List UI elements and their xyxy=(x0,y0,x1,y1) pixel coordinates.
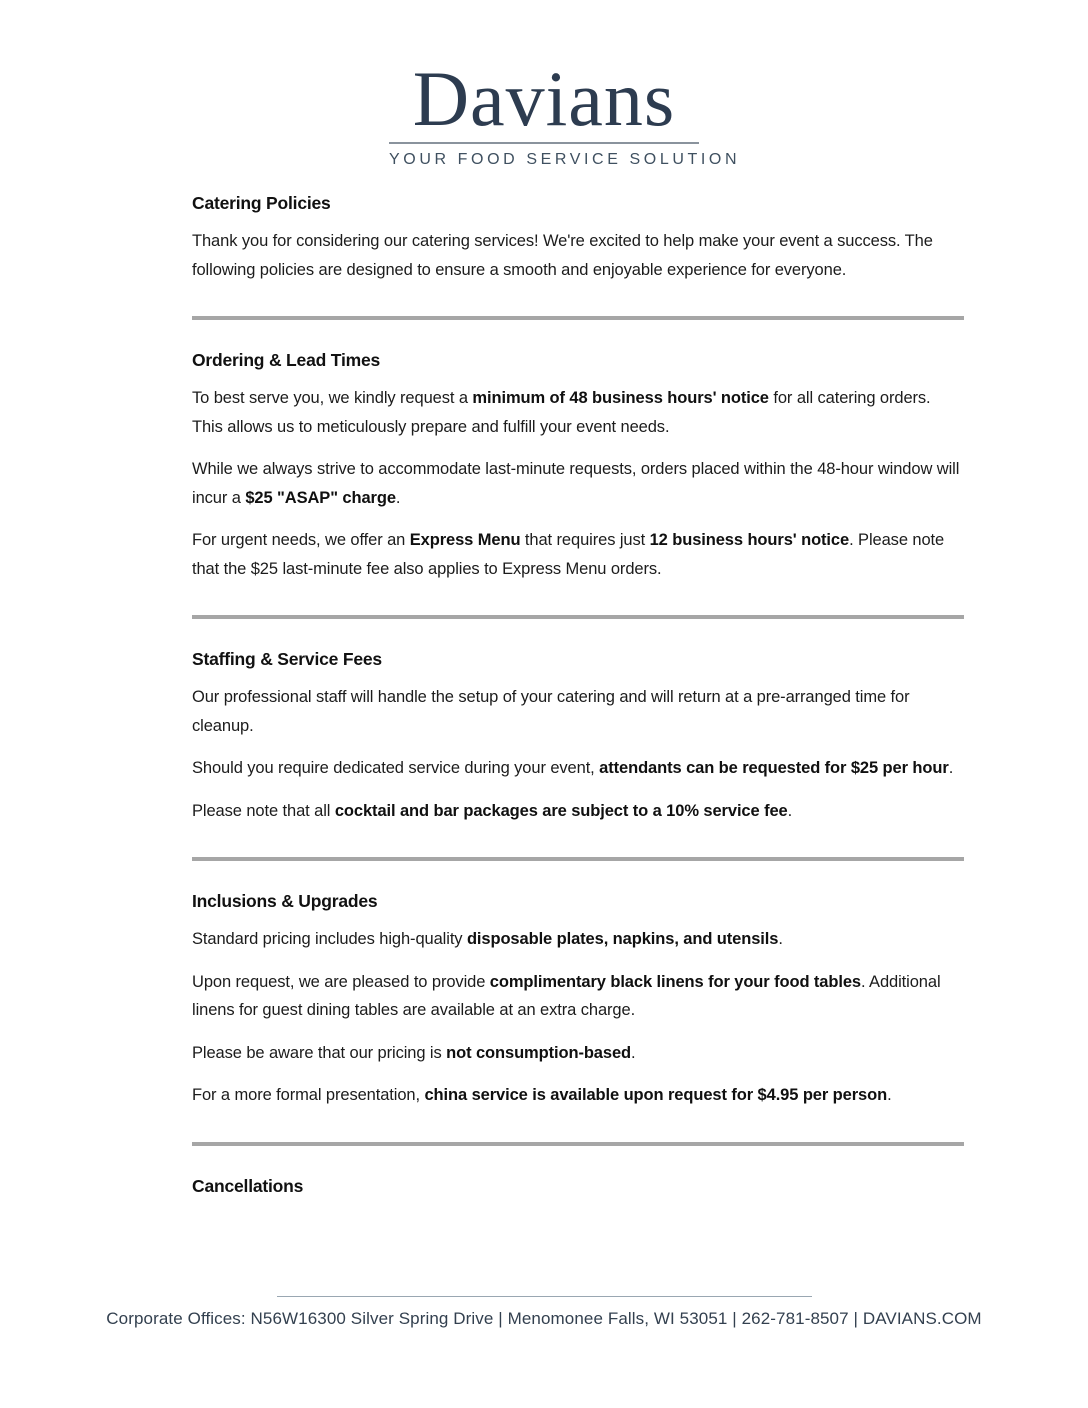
text-run: . xyxy=(787,801,793,820)
text-run: To best serve you, we kindly request a xyxy=(192,389,473,407)
page-footer xyxy=(0,1296,1088,1329)
section-divider xyxy=(192,316,964,320)
sections-container xyxy=(192,316,964,1197)
paragraph xyxy=(192,227,964,284)
section-heading: Inclusions & Upgrades xyxy=(192,891,378,911)
text-run: . xyxy=(778,930,783,948)
bold-text-run: $25 "ASAP" charge xyxy=(245,488,396,507)
text-run: Thank you for considering our catering services! We're excited to help make your event a success. The following policies are designed to ensure a smooth and enjoyable experience for everyone. xyxy=(192,232,933,279)
paragraph xyxy=(192,455,964,512)
text-run: . Please note that the $25 last-minute fee also applies to Express Menu orders. xyxy=(192,531,945,578)
text-run: While we always strive to accommodate last-minute requests, orders placed within the 48-hour window will incur a xyxy=(192,460,960,507)
bold-text-run: Express Menu xyxy=(409,531,521,549)
section-divider xyxy=(192,615,964,619)
text-run: . xyxy=(887,1086,892,1104)
paragraph xyxy=(192,1081,964,1110)
page-title: Catering Policies xyxy=(192,193,331,213)
text-run: Please note that all xyxy=(192,801,335,820)
paragraph xyxy=(192,754,964,783)
bold-text-run: complimentary black linens for your food tables xyxy=(489,972,861,991)
section-heading: Ordering & Lead Times xyxy=(192,350,381,370)
document-body xyxy=(192,193,964,1197)
logo-wordmark: Davians xyxy=(412,55,676,142)
paragraph xyxy=(192,968,964,1025)
text-run: For a more formal presentation, xyxy=(192,1086,425,1104)
logo-tagline: YOUR FOOD SERVICE SOLUTION xyxy=(389,151,741,168)
intro-paragraphs xyxy=(192,227,964,284)
text-run: that requires just xyxy=(520,531,650,549)
bold-text-run: attendants can be requested for $25 per hour xyxy=(599,759,949,777)
text-run: Upon request, we are pleased to provide xyxy=(192,972,490,991)
paragraph xyxy=(192,526,964,583)
text-run: For urgent needs, we offer an xyxy=(192,531,410,549)
bold-text-run: not consumption-based xyxy=(446,1043,632,1062)
section-heading: Staffing & Service Fees xyxy=(192,649,382,669)
text-run: Standard pricing includes high-quality xyxy=(192,930,467,948)
bold-text-run: minimum of 48 business hours' notice xyxy=(472,389,769,407)
footer-divider xyxy=(277,1296,812,1297)
section-heading: Cancellations xyxy=(192,1175,304,1196)
paragraph xyxy=(192,797,964,826)
text-run: . Additional linens for guest dining tables are available at an extra charge. xyxy=(192,972,941,1019)
text-run: . xyxy=(948,759,954,777)
paragraph xyxy=(192,925,964,954)
section-divider xyxy=(192,857,964,861)
text-run: Our professional staff will handle the setup of your catering and will return at a pre-arranged time for cleanup. xyxy=(192,688,910,735)
logo xyxy=(389,0,741,169)
logo-divider xyxy=(389,142,699,144)
bold-text-run: 12 business hours' notice xyxy=(649,531,850,549)
paragraph xyxy=(192,1039,964,1068)
text-run: Please be aware that our pricing is xyxy=(192,1043,447,1062)
bold-text-run: disposable plates, napkins, and utensils xyxy=(466,930,779,948)
bold-text-run: cocktail and bar packages are subject to a 10% service fee xyxy=(334,801,788,820)
footer-contact-info: Corporate Offices: N56W16300 Silver Spring Drive | Menomonee Falls, WI 53051 | 262-781-8507 | DAVIANS.COM xyxy=(106,1309,982,1328)
section-divider xyxy=(192,1142,964,1146)
paragraph xyxy=(192,683,964,740)
text-run: for all catering orders. This allows us to meticulously prepare and fulfill your event needs. xyxy=(192,389,931,436)
text-run: Should you require dedicated service during your event, xyxy=(192,759,600,777)
paragraph xyxy=(192,384,964,441)
bold-text-run: china service is available upon request for $4.95 per person xyxy=(424,1086,888,1104)
text-run: . xyxy=(395,488,401,507)
text-run: . xyxy=(631,1043,636,1062)
